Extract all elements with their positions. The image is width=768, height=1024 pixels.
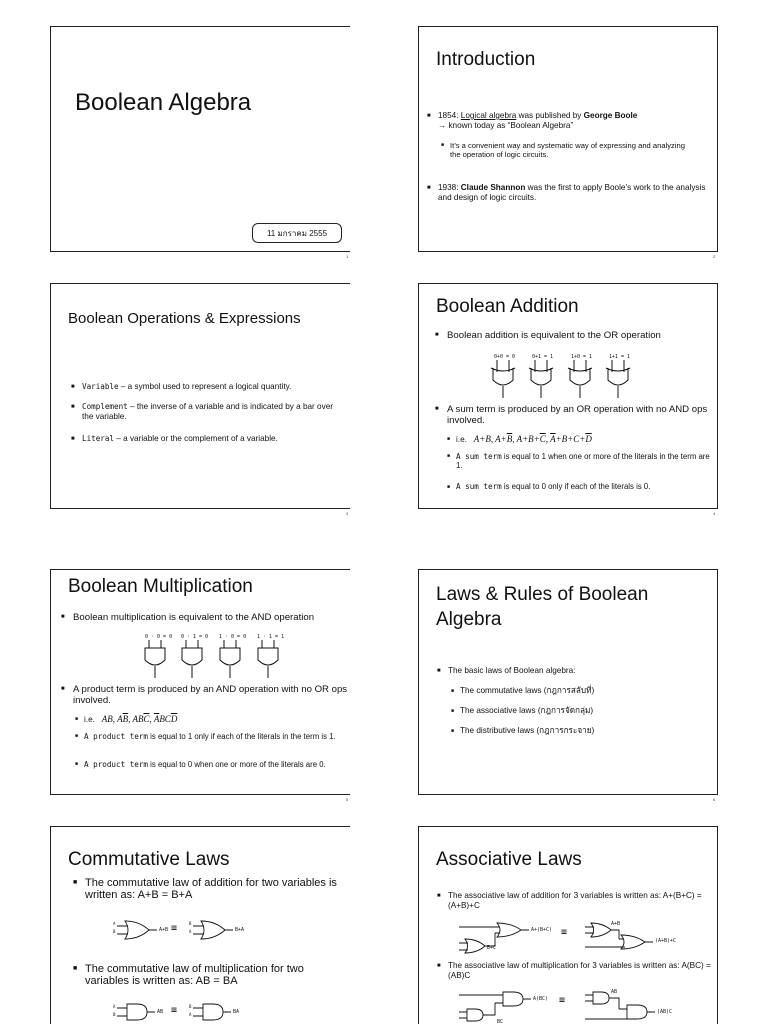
bullet: ■ 1938: Claude Shannon was the first to apply Boole’s work to the analysis and design of logic circuits. xyxy=(427,183,710,203)
equivalence-symbol: ≡ xyxy=(561,927,568,938)
bullet: ■ The basic laws of Boolean algebra: xyxy=(437,666,718,676)
or-gate-icon xyxy=(568,360,592,398)
gate-output-label: A(BC) xyxy=(533,996,549,1002)
sub-bullet: ■ The associative laws (กฎการจัดกลุ่ม) xyxy=(451,706,710,716)
date-badge: 11 มกราคม 2555 xyxy=(252,223,342,243)
sub-bullet: ■ The commutative laws (กฎการสลับที่) xyxy=(451,686,710,696)
slide-1 xyxy=(50,26,350,252)
and-gate-icon xyxy=(467,1009,483,1021)
associative-and-diagram xyxy=(459,991,699,1024)
gate-output-label: B+C xyxy=(487,945,497,951)
bullet: ■ Variable – a symbol used to represent a logical quantity. xyxy=(71,382,350,392)
bullet: ■ The commutative law of multiplication for two variables is written as: AB = BA xyxy=(73,963,349,987)
or-gate-icon xyxy=(125,921,149,939)
sub-bullet: ■ A product term is equal to 0 when one or more of the literals are 0. xyxy=(75,760,340,769)
equivalence-symbol: ≡ xyxy=(171,1005,178,1016)
slide-8 xyxy=(418,826,718,1024)
sub-bullet: ■ A sum term is equal to 1 when one or more of the literals in the term are 1. xyxy=(447,452,710,471)
or-gate-icon xyxy=(201,921,225,939)
slide-title: Introduction xyxy=(436,49,536,70)
sub-bullet: ■ i.e. A+B, $A+\overline{B}$, $A+B+\overline{C}$, $\overline{A}+B+C+\overline{D}$ xyxy=(447,434,716,445)
slide-number: 6 xyxy=(713,797,716,802)
gate-label: 0+1 = 1 xyxy=(532,354,554,360)
gate-output-label: A+B xyxy=(611,921,621,927)
bullet: ■ The associative law of multiplication for 3 variables is written as: A(BC) = (AB)C xyxy=(437,961,716,981)
gate-label: 0 · 0 = 0 xyxy=(145,634,173,640)
and-gate-icon xyxy=(127,1004,147,1020)
sub-bullet: ■ i.e. AB, $A\overline{B}$, $AB\overline{C}$, $\overline{A}BC\overline{D}$ xyxy=(75,714,344,725)
or-gate-icon xyxy=(606,360,630,398)
gate-label: 1 · 0 = 0 xyxy=(219,634,247,640)
gate-label: 0+0 = 0 xyxy=(494,354,516,360)
bullet: ■ Boolean multiplication is equivalent to the AND operation xyxy=(61,612,343,623)
equivalence-symbol: ≡ xyxy=(559,995,566,1006)
and-gate-icon xyxy=(593,992,609,1004)
slide-7: Commutative Laws ■ The commutative law of addition for two variables is written as: A+B = B+A A B A+B ≡ B A B+A ■ The commutative law of multiplication for two variables is written as: AB = BA A B AB ≡ B A BA xyxy=(50,826,350,1024)
bullet: ■ Boolean addition is equivalent to the OR operation xyxy=(435,330,718,341)
bullet: ■ The commutative law of addition for two variables is written as: A+B = B+A xyxy=(73,877,345,901)
and-gate-icon xyxy=(258,640,278,678)
sub-bullet: ■ A product term is equal to 1 only if each of the literals in the term is 1. xyxy=(75,732,338,741)
gate-output-label: (AB)C xyxy=(657,1009,673,1015)
slide-title: Commutative Laws xyxy=(68,849,230,870)
or-gate-icon xyxy=(491,360,515,398)
or-gate-icon xyxy=(465,939,485,953)
gate-label: 1+0 = 1 xyxy=(571,354,593,360)
or-gates-diagram xyxy=(489,360,649,400)
slide-title: Laws & Rules of Boolean Algebra xyxy=(436,584,649,630)
and-gates-diagram xyxy=(141,640,301,682)
sub-bullet: ■ A sum term is equal to 0 only if each of the literals is 0. xyxy=(447,482,718,492)
gate-output-label: BC xyxy=(497,1019,504,1024)
gate-label: 1+1 = 1 xyxy=(609,354,631,360)
or-gate-icon xyxy=(529,360,553,398)
and-gate-icon xyxy=(503,992,523,1006)
and-gate-icon xyxy=(220,640,240,678)
gate-output-label: BA xyxy=(233,1009,240,1015)
bullet: ■ The associative law of addition for 3 variables is written as: A+(B+C) = (A+B)+C xyxy=(437,891,716,911)
or-gate-icon xyxy=(591,923,611,937)
bullet: ■ A sum term is produced by an OR operation with no AND ops involved. xyxy=(435,404,717,426)
bullet: ■ 1854: Logical algebra was published by George Boole → known today as “Boolean Algebra” xyxy=(427,111,718,131)
slide-title: Boolean Multiplication xyxy=(68,576,253,597)
slide-title: Associative Laws xyxy=(436,849,582,870)
bullet: ■ Literal – a variable or the complement of a variable. xyxy=(71,434,344,444)
and-gate-icon xyxy=(145,640,165,678)
slide-number: 4 xyxy=(713,511,716,516)
equivalence-symbol: ≡ xyxy=(171,923,178,934)
slide-title: Boolean Algebra xyxy=(75,89,252,116)
or-gate-icon xyxy=(497,923,521,937)
slide-5 xyxy=(50,569,350,795)
slide-number: 3 xyxy=(346,511,349,516)
gate-label: 0 · 1 = 0 xyxy=(181,634,209,640)
gate-output-label: A+(B+C) xyxy=(531,927,553,933)
gate-output-label: A+B xyxy=(159,927,169,933)
gate-output-label: AB xyxy=(157,1009,164,1015)
slide-number: 2 xyxy=(713,254,716,259)
sub-bullet: ■ It’s a convenient way and systematic way of expressing and analyzing the operation of logic circuits. xyxy=(441,141,690,160)
slide-number: 5 xyxy=(346,797,349,802)
sub-bullet: ■ The distributive laws (กฎการกระจาย) xyxy=(451,726,710,736)
slide-6 xyxy=(418,569,718,795)
and-gate-icon xyxy=(627,1005,647,1019)
slide-2 xyxy=(418,26,718,252)
slide-title: Boolean Addition xyxy=(436,296,579,317)
slide-4 xyxy=(418,283,718,509)
bullet: ■ Complement – the inverse of a variable and is indicated by a bar over the variable. xyxy=(71,402,344,422)
gate-output-label: B+A xyxy=(235,927,245,933)
bullet: ■ A product term is produced by an AND operation with no OR ops involved. xyxy=(61,684,349,706)
and-gate-icon xyxy=(203,1004,223,1020)
slide-number: 1 xyxy=(346,254,349,259)
slide-3 xyxy=(50,283,350,509)
slide-title: Boolean Operations & Expressions xyxy=(68,310,301,327)
gate-output-label: (A+B)+C xyxy=(655,938,677,944)
and-gate-icon xyxy=(182,640,202,678)
gate-output-label: AB xyxy=(611,989,618,995)
gate-label: 1 · 1 = 1 xyxy=(257,634,285,640)
